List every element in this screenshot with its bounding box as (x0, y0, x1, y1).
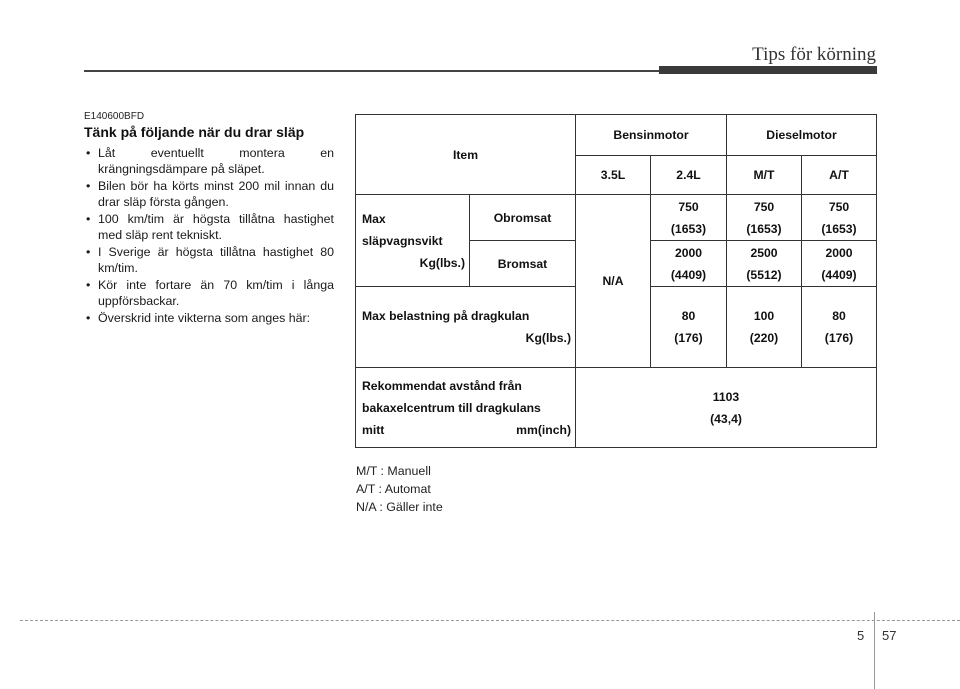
list-item: • Låt eventuellt montera en krängningsdämpare på släpet. (84, 145, 334, 177)
value-cell: 750 (1653) (651, 195, 727, 241)
rek-unit: mm(inch) (516, 422, 571, 437)
bromsat-label: Bromsat (470, 241, 576, 287)
value-cell: 2000 (4409) (651, 241, 727, 287)
value-cell: 750 (1653) (802, 195, 877, 241)
section-code: E140600BFD (84, 111, 145, 122)
header-bar (659, 66, 877, 74)
max-label-line1: Max (362, 211, 386, 226)
towing-spec-table (355, 114, 877, 448)
list-item: • 100 km/tim är högsta tillåtna hastighet med släp rent tekniskt. (84, 211, 334, 243)
value-cell: 750 (1653) (727, 195, 802, 241)
item-header: Item (356, 115, 576, 195)
section-heading: Tänk på följande när du drar släp (84, 124, 305, 140)
max-unit: Kg(lbs.) (419, 255, 465, 270)
recommended-distance-label (356, 368, 576, 448)
rek-line3: mitt (362, 422, 385, 437)
drag-unit: Kg(lbs.) (525, 331, 571, 345)
rek-line2: bakaxelcentrum till dragkulans (362, 400, 541, 415)
page-number-separator (874, 612, 875, 689)
col-header: 3.5L (576, 156, 651, 195)
value-cell: 2500 (5512) (727, 241, 802, 287)
bensin-header: Bensinmotor (576, 115, 727, 156)
recommended-distance-value: 1103 (43,4) (576, 368, 877, 448)
max-weight-label (356, 195, 470, 287)
value-cell: 80 (176) (651, 287, 727, 368)
section-number: 5 (857, 628, 865, 643)
max-label-line2: släpvagnsvikt (362, 233, 443, 248)
drag-load-label (356, 287, 576, 368)
list-item: • Överskrid inte vikterna som anges här: (84, 310, 334, 326)
na-cell: N/A (576, 195, 651, 368)
page-number: 57 (882, 628, 897, 643)
list-item: • I Sverige är högsta tillåtna hastighet 80 km/tim. (84, 244, 334, 276)
col-header: M/T (727, 156, 802, 195)
drag-label-text: Max belastning på dragkulan (362, 309, 530, 323)
note-line: M/T : Manuell (356, 464, 431, 478)
obromsat-label: Obromsat (470, 195, 576, 241)
col-header: A/T (802, 156, 877, 195)
abbreviation-notes (356, 462, 443, 516)
col-header: 2.4L (651, 156, 727, 195)
value-cell: 80 (176) (802, 287, 877, 368)
diesel-header: Dieselmotor (727, 115, 877, 156)
header-rule (84, 70, 659, 72)
bullet-list (84, 145, 334, 327)
footer-rule (20, 620, 960, 621)
list-item: • Bilen bör ha körts minst 200 mil innan du drar släp första gången. (84, 178, 334, 210)
note-line: N/A : Gäller inte (356, 500, 443, 514)
value-cell: 100 (220) (727, 287, 802, 368)
value-cell: 2000 (4409) (802, 241, 877, 287)
note-line: A/T : Automat (356, 482, 431, 496)
page-header-title: Tips för körning (752, 44, 876, 65)
list-item: • Kör inte fortare än 70 km/tim i långa uppförsbackar. (84, 277, 334, 309)
rek-line1: Rekommendat avstånd från (362, 378, 522, 393)
